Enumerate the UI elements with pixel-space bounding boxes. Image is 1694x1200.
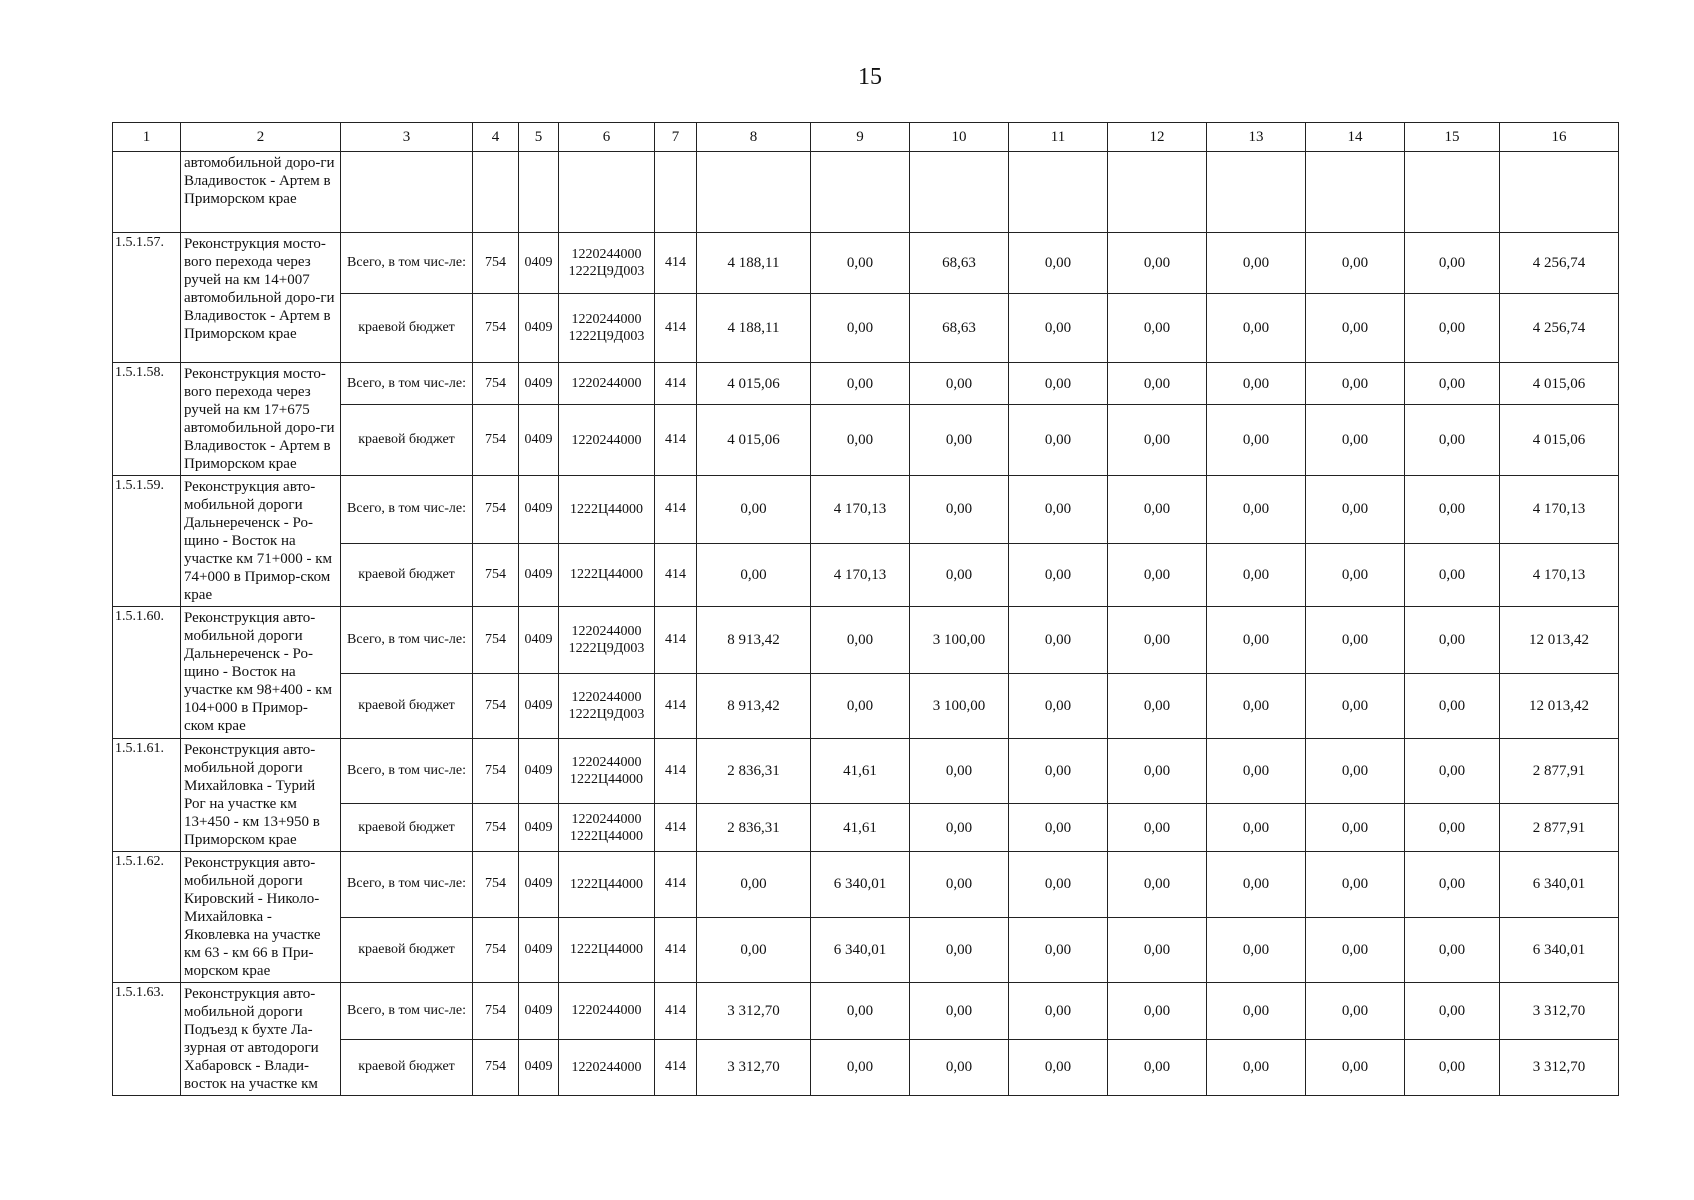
- code-cell: 754: [473, 405, 519, 476]
- empty-cell: [473, 152, 519, 233]
- code-cell: 414: [655, 739, 697, 804]
- code-cell: 0409: [519, 363, 559, 405]
- amount-cell: 0,00: [1108, 804, 1207, 852]
- amount-cell: 3 312,70: [1500, 983, 1619, 1040]
- code-cell: 754: [473, 674, 519, 739]
- code-cell: 0409: [519, 983, 559, 1040]
- header-cell: 5: [519, 123, 559, 152]
- table-row: [113, 983, 1619, 1040]
- amount-cell: 0,00: [1405, 405, 1500, 476]
- amount-cell: 0,00: [811, 1039, 910, 1096]
- item-name-cell: Реконструкция авто-мобильной дороги Кировский - Николо-Михайловка - Яковлевка на участке км 63 - км 66 в При-морском крае: [181, 852, 341, 983]
- amount-cell: 0,00: [1207, 294, 1306, 363]
- target-article-cell: 1222Ц44000: [559, 852, 655, 918]
- empty-cell: [1009, 152, 1108, 233]
- amount-cell: 0,00: [1405, 674, 1500, 739]
- amount-cell: 0,00: [910, 804, 1009, 852]
- amount-cell: 0,00: [697, 852, 811, 918]
- code-cell: 0409: [519, 476, 559, 544]
- amount-cell: 0,00: [1306, 607, 1405, 674]
- amount-cell: 0,00: [1108, 233, 1207, 294]
- header-cell: 15: [1405, 123, 1500, 152]
- amount-cell: 0,00: [1207, 917, 1306, 983]
- amount-cell: 0,00: [1108, 739, 1207, 804]
- empty-cell: [1405, 152, 1500, 233]
- amount-cell: 0,00: [1405, 363, 1500, 405]
- amount-cell: 0,00: [811, 294, 910, 363]
- code-cell: 414: [655, 917, 697, 983]
- amount-cell: 2 877,91: [1500, 804, 1619, 852]
- amount-cell: 0,00: [1108, 674, 1207, 739]
- amount-cell: 0,00: [1009, 852, 1108, 918]
- code-cell: 0409: [519, 1039, 559, 1096]
- funding-source-cell: Всего, в том чис-ле:: [341, 983, 473, 1040]
- empty-cell: [1306, 152, 1405, 233]
- funding-source-cell: краевой бюджет: [341, 405, 473, 476]
- amount-cell: 0,00: [697, 543, 811, 606]
- table-row: [113, 852, 1619, 918]
- amount-cell: 0,00: [1405, 983, 1500, 1040]
- amount-cell: 0,00: [1108, 294, 1207, 363]
- amount-cell: 0,00: [1009, 476, 1108, 544]
- amount-cell: 0,00: [1207, 1039, 1306, 1096]
- code-cell: 754: [473, 983, 519, 1040]
- amount-cell: 0,00: [1207, 476, 1306, 544]
- amount-cell: 0,00: [910, 476, 1009, 544]
- amount-cell: 0,00: [1009, 917, 1108, 983]
- item-number-cell: 1.5.1.63.: [113, 983, 181, 1096]
- target-article-cell: 1222Ц44000: [559, 917, 655, 983]
- code-cell: 414: [655, 983, 697, 1040]
- amount-cell: 0,00: [1009, 674, 1108, 739]
- amount-cell: 0,00: [811, 363, 910, 405]
- amount-cell: 0,00: [910, 852, 1009, 918]
- amount-cell: 4 256,74: [1500, 294, 1619, 363]
- empty-cell: [341, 152, 473, 233]
- funding-source-cell: краевой бюджет: [341, 804, 473, 852]
- empty-cell: [655, 152, 697, 233]
- amount-cell: 0,00: [1108, 1039, 1207, 1096]
- amount-cell: 0,00: [1207, 405, 1306, 476]
- target-article-cell: 1220244000 1222Ц9Д003: [559, 607, 655, 674]
- amount-cell: 3 100,00: [910, 607, 1009, 674]
- amount-cell: 0,00: [1108, 917, 1207, 983]
- code-cell: 414: [655, 804, 697, 852]
- amount-cell: 0,00: [910, 1039, 1009, 1096]
- table-row: [113, 739, 1619, 804]
- code-cell: 0409: [519, 804, 559, 852]
- amount-cell: 0,00: [1405, 739, 1500, 804]
- amount-cell: 8 913,42: [697, 607, 811, 674]
- amount-cell: 0,00: [1306, 804, 1405, 852]
- target-article-cell: 1220244000 1222Ц9Д003: [559, 674, 655, 739]
- amount-cell: 0,00: [1405, 294, 1500, 363]
- funding-source-cell: Всего, в том чис-ле:: [341, 607, 473, 674]
- target-article-cell: 1220244000 1222Ц9Д003: [559, 233, 655, 294]
- empty-cell: [559, 152, 655, 233]
- amount-cell: 0,00: [1108, 852, 1207, 918]
- amount-cell: 0,00: [1405, 543, 1500, 606]
- code-cell: 754: [473, 804, 519, 852]
- amount-cell: 0,00: [1207, 983, 1306, 1040]
- empty-cell: [811, 152, 910, 233]
- amount-cell: 0,00: [1108, 405, 1207, 476]
- amount-cell: 2 877,91: [1500, 739, 1619, 804]
- item-name-cell: Реконструкция авто-мобильной дороги Михайловка - Турий Рог на участке км 13+450 - км 13+950 в Приморском крае: [181, 739, 341, 852]
- empty-cell: [1207, 152, 1306, 233]
- target-article-cell: 1220244000 1222Ц44000: [559, 804, 655, 852]
- item-name-cell: Реконструкция авто-мобильной дороги Дальнереченск - Ро-щино - Восток на участке км 98+400 - км 104+000 в Примор-ском крае: [181, 607, 341, 739]
- header-cell: 1: [113, 123, 181, 152]
- amount-cell: 6 340,01: [811, 852, 910, 918]
- code-cell: 414: [655, 852, 697, 918]
- header-cell: 11: [1009, 123, 1108, 152]
- empty-cell: [113, 152, 181, 233]
- amount-cell: 0,00: [910, 983, 1009, 1040]
- header-cell: 10: [910, 123, 1009, 152]
- amount-cell: 0,00: [1306, 739, 1405, 804]
- amount-cell: 0,00: [1405, 1039, 1500, 1096]
- amount-cell: 0,00: [910, 917, 1009, 983]
- target-article-cell: 1220244000: [559, 1039, 655, 1096]
- funding-source-cell: краевой бюджет: [341, 543, 473, 606]
- amount-cell: 4 188,11: [697, 233, 811, 294]
- amount-cell: 0,00: [1405, 852, 1500, 918]
- amount-cell: 0,00: [1009, 363, 1108, 405]
- amount-cell: 0,00: [811, 233, 910, 294]
- amount-cell: 0,00: [1207, 233, 1306, 294]
- code-cell: 754: [473, 607, 519, 674]
- funding-source-cell: Всего, в том чис-ле:: [341, 739, 473, 804]
- amount-cell: 2 836,31: [697, 804, 811, 852]
- amount-cell: 0,00: [1009, 543, 1108, 606]
- code-cell: 754: [473, 852, 519, 918]
- table-row: [113, 363, 1619, 405]
- code-cell: 414: [655, 476, 697, 544]
- amount-cell: 6 340,01: [811, 917, 910, 983]
- code-cell: 414: [655, 674, 697, 739]
- header-cell: 16: [1500, 123, 1619, 152]
- code-cell: 754: [473, 363, 519, 405]
- code-cell: 0409: [519, 852, 559, 918]
- amount-cell: 0,00: [1009, 233, 1108, 294]
- target-article-cell: 1222Ц44000: [559, 476, 655, 544]
- amount-cell: 4 015,06: [697, 363, 811, 405]
- header-cell: 6: [559, 123, 655, 152]
- funding-source-cell: Всего, в том чис-ле:: [341, 363, 473, 405]
- amount-cell: 0,00: [1207, 804, 1306, 852]
- amount-cell: 0,00: [1306, 363, 1405, 405]
- code-cell: 754: [473, 294, 519, 363]
- item-number-cell: 1.5.1.59.: [113, 476, 181, 607]
- amount-cell: 0,00: [697, 917, 811, 983]
- amount-cell: 6 340,01: [1500, 852, 1619, 918]
- amount-cell: 0,00: [1306, 674, 1405, 739]
- amount-cell: 4 170,13: [1500, 476, 1619, 544]
- target-article-cell: 1220244000 1222Ц44000: [559, 739, 655, 804]
- item-name-cell: Реконструкция авто-мобильной дороги Дальнереченск - Ро-щино - Восток на участке км 71+000 - км 74+000 в Примор-ском крае: [181, 476, 341, 607]
- item-number-cell: 1.5.1.57.: [113, 233, 181, 363]
- amount-cell: 12 013,42: [1500, 607, 1619, 674]
- item-name-cell: Реконструкция авто-мобильной дороги Подъезд к бухте Ла-зурная от автодороги Хабаровск - Влади-восток на участке км: [181, 983, 341, 1096]
- amount-cell: 68,63: [910, 294, 1009, 363]
- page-number: 15: [858, 64, 882, 90]
- amount-cell: 41,61: [811, 739, 910, 804]
- amount-cell: 3 312,70: [697, 1039, 811, 1096]
- target-article-cell: 1220244000: [559, 405, 655, 476]
- funding-source-cell: краевой бюджет: [341, 294, 473, 363]
- amount-cell: 0,00: [1108, 543, 1207, 606]
- continuation-name-cell: автомобильной доро-ги Владивосток - Артем в Приморском крае: [181, 152, 341, 233]
- code-cell: 0409: [519, 233, 559, 294]
- amount-cell: 0,00: [1306, 476, 1405, 544]
- header-cell: 13: [1207, 123, 1306, 152]
- amount-cell: 12 013,42: [1500, 674, 1619, 739]
- amount-cell: 0,00: [1207, 543, 1306, 606]
- amount-cell: 4 170,13: [811, 476, 910, 544]
- amount-cell: 0,00: [1009, 739, 1108, 804]
- amount-cell: 41,61: [811, 804, 910, 852]
- target-article-cell: 1220244000 1222Ц9Д003: [559, 294, 655, 363]
- item-number-cell: 1.5.1.58.: [113, 363, 181, 476]
- amount-cell: 0,00: [1405, 607, 1500, 674]
- table-row: [113, 476, 1619, 544]
- item-name-cell: Реконструкция мосто-вого перехода через ручей на км 17+675 автомобильной доро-ги Владивосток - Артем в Приморском крае: [181, 363, 341, 476]
- amount-cell: 0,00: [1306, 543, 1405, 606]
- code-cell: 754: [473, 739, 519, 804]
- funding-source-cell: краевой бюджет: [341, 917, 473, 983]
- funding-source-cell: Всего, в том чис-ле:: [341, 852, 473, 918]
- amount-cell: 4 170,13: [1500, 543, 1619, 606]
- header-cell: 3: [341, 123, 473, 152]
- amount-cell: 4 256,74: [1500, 233, 1619, 294]
- item-number-cell: 1.5.1.61.: [113, 739, 181, 852]
- continuation-row: [113, 152, 1619, 233]
- amount-cell: 0,00: [910, 363, 1009, 405]
- amount-cell: 4 015,06: [1500, 405, 1619, 476]
- amount-cell: 3 100,00: [910, 674, 1009, 739]
- amount-cell: 0,00: [1405, 233, 1500, 294]
- table-row: [113, 233, 1619, 294]
- code-cell: 754: [473, 543, 519, 606]
- code-cell: 0409: [519, 917, 559, 983]
- amount-cell: 0,00: [811, 607, 910, 674]
- empty-cell: [910, 152, 1009, 233]
- amount-cell: 3 312,70: [1500, 1039, 1619, 1096]
- amount-cell: 0,00: [1108, 476, 1207, 544]
- amount-cell: 3 312,70: [697, 983, 811, 1040]
- table-row: [113, 607, 1619, 674]
- amount-cell: 0,00: [697, 476, 811, 544]
- code-cell: 754: [473, 917, 519, 983]
- code-cell: 0409: [519, 607, 559, 674]
- item-number-cell: 1.5.1.60.: [113, 607, 181, 739]
- table-body-groups: [113, 233, 1619, 1096]
- amount-cell: 0,00: [1108, 983, 1207, 1040]
- amount-cell: 0,00: [1405, 917, 1500, 983]
- amount-cell: 0,00: [1306, 233, 1405, 294]
- header-cell: 8: [697, 123, 811, 152]
- code-cell: 414: [655, 607, 697, 674]
- code-cell: 414: [655, 363, 697, 405]
- amount-cell: 4 188,11: [697, 294, 811, 363]
- amount-cell: 0,00: [1108, 607, 1207, 674]
- code-cell: 414: [655, 1039, 697, 1096]
- amount-cell: 0,00: [1405, 804, 1500, 852]
- code-cell: 0409: [519, 674, 559, 739]
- amount-cell: 0,00: [1009, 804, 1108, 852]
- target-article-cell: 1220244000: [559, 983, 655, 1040]
- amount-cell: 0,00: [1207, 363, 1306, 405]
- amount-cell: 6 340,01: [1500, 917, 1619, 983]
- empty-cell: [1500, 152, 1619, 233]
- header-cell: 14: [1306, 123, 1405, 152]
- amount-cell: 0,00: [1108, 363, 1207, 405]
- amount-cell: 0,00: [910, 405, 1009, 476]
- header-row: [113, 123, 1619, 152]
- amount-cell: 0,00: [811, 674, 910, 739]
- amount-cell: 0,00: [811, 983, 910, 1040]
- funding-source-cell: Всего, в том чис-ле:: [341, 476, 473, 544]
- amount-cell: 0,00: [1009, 983, 1108, 1040]
- amount-cell: 0,00: [1306, 983, 1405, 1040]
- amount-cell: 0,00: [1306, 917, 1405, 983]
- amount-cell: 0,00: [1009, 294, 1108, 363]
- empty-cell: [697, 152, 811, 233]
- empty-cell: [519, 152, 559, 233]
- code-cell: 754: [473, 476, 519, 544]
- header-cell: 4: [473, 123, 519, 152]
- amount-cell: 0,00: [1207, 674, 1306, 739]
- amount-cell: 0,00: [1207, 739, 1306, 804]
- budget-table: [112, 122, 1619, 1096]
- code-cell: 414: [655, 294, 697, 363]
- amount-cell: 0,00: [1009, 1039, 1108, 1096]
- amount-cell: 0,00: [1207, 852, 1306, 918]
- funding-source-cell: Всего, в том чис-ле:: [341, 233, 473, 294]
- target-article-cell: 1222Ц44000: [559, 543, 655, 606]
- amount-cell: 4 015,06: [697, 405, 811, 476]
- item-name-cell: Реконструкция мосто-вого перехода через ручей на км 14+007 автомобильной доро-ги Владивосток - Артем в Приморском крае: [181, 233, 341, 363]
- header-cell: 9: [811, 123, 910, 152]
- amount-cell: 0,00: [1306, 294, 1405, 363]
- amount-cell: 8 913,42: [697, 674, 811, 739]
- amount-cell: 0,00: [811, 405, 910, 476]
- amount-cell: 4 015,06: [1500, 363, 1619, 405]
- code-cell: 0409: [519, 405, 559, 476]
- amount-cell: 0,00: [1306, 1039, 1405, 1096]
- amount-cell: 0,00: [910, 543, 1009, 606]
- empty-cell: [1108, 152, 1207, 233]
- amount-cell: 4 170,13: [811, 543, 910, 606]
- amount-cell: 0,00: [1009, 607, 1108, 674]
- amount-cell: 0,00: [1306, 405, 1405, 476]
- amount-cell: 0,00: [1306, 852, 1405, 918]
- funding-source-cell: краевой бюджет: [341, 674, 473, 739]
- code-cell: 414: [655, 233, 697, 294]
- header-cell: 12: [1108, 123, 1207, 152]
- amount-cell: 68,63: [910, 233, 1009, 294]
- item-number-cell: 1.5.1.62.: [113, 852, 181, 983]
- code-cell: 0409: [519, 739, 559, 804]
- header-cell: 7: [655, 123, 697, 152]
- code-cell: 754: [473, 233, 519, 294]
- code-cell: 414: [655, 405, 697, 476]
- code-cell: 0409: [519, 294, 559, 363]
- funding-source-cell: краевой бюджет: [341, 1039, 473, 1096]
- amount-cell: 0,00: [910, 739, 1009, 804]
- code-cell: 414: [655, 543, 697, 606]
- target-article-cell: 1220244000: [559, 363, 655, 405]
- code-cell: 754: [473, 1039, 519, 1096]
- header-cell: 2: [181, 123, 341, 152]
- amount-cell: 2 836,31: [697, 739, 811, 804]
- amount-cell: 0,00: [1405, 476, 1500, 544]
- amount-cell: 0,00: [1009, 405, 1108, 476]
- amount-cell: 0,00: [1207, 607, 1306, 674]
- code-cell: 0409: [519, 543, 559, 606]
